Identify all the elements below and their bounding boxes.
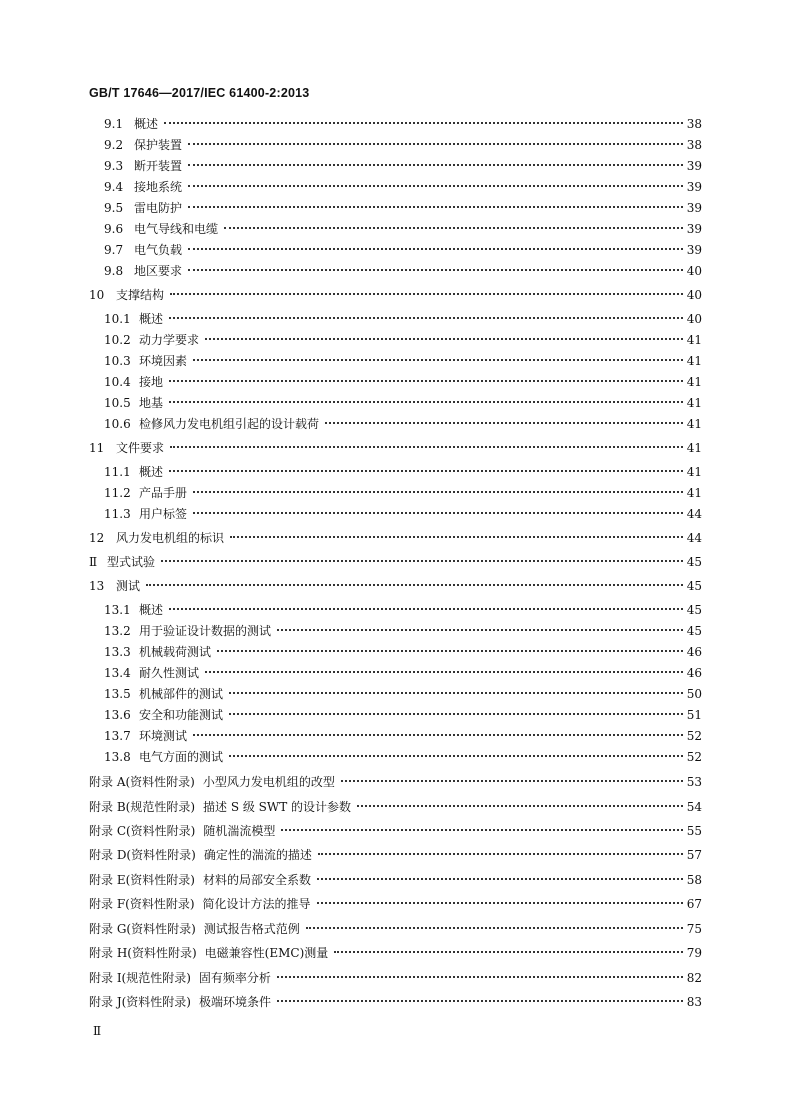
toc-entry-title: 机械部件的测试 <box>139 687 224 701</box>
toc-entry-page: 41 <box>686 396 702 410</box>
dot-leader <box>317 902 683 904</box>
toc-entry-number: 13.7 <box>104 729 131 743</box>
toc-entry-page: 52 <box>686 729 702 743</box>
toc-entry[interactable] <box>104 333 702 347</box>
toc-entry-number: 13.5 <box>104 687 131 701</box>
toc-entry-number: 11.3 <box>104 507 131 521</box>
toc-entry-title: 测试报告格式范例 <box>203 922 300 936</box>
toc-entry-page: 39 <box>686 201 702 215</box>
dot-leader <box>224 227 683 229</box>
toc-entry-number: 附录 I(规范性附录) <box>89 971 191 985</box>
toc-entry-title: 耐久性测试 <box>139 666 200 680</box>
toc-entry[interactable] <box>104 750 702 764</box>
dot-leader <box>169 401 683 403</box>
toc-entry[interactable] <box>104 507 702 521</box>
toc-entry[interactable] <box>89 775 702 789</box>
toc-entry[interactable] <box>104 180 702 194</box>
toc-entry[interactable] <box>104 354 702 368</box>
dot-leader <box>188 143 683 145</box>
dot-leader <box>161 560 683 562</box>
toc-entry-number: 13.2 <box>104 624 131 638</box>
toc-entry-title: 接地系统 <box>134 180 183 194</box>
toc-entry-title: 文件要求 <box>116 441 165 455</box>
toc-entry-page: 40 <box>686 264 702 278</box>
toc-entry-title: 简化设计方法的推导 <box>202 897 311 911</box>
toc-entry-number: 10.6 <box>104 417 131 431</box>
toc-entry-number: 13.4 <box>104 666 131 680</box>
toc-entry-title: 极端环境条件 <box>199 995 272 1009</box>
toc-entry-page: 41 <box>686 354 702 368</box>
toc-entry-title: 固有频率分析 <box>198 971 271 985</box>
toc-entry-number: 10.1 <box>104 312 131 326</box>
toc-entry[interactable] <box>104 312 702 326</box>
toc-entry[interactable] <box>104 687 702 701</box>
toc-entry-title: 支撑结构 <box>116 288 165 302</box>
toc-entry-number: 9.1 <box>104 117 124 131</box>
toc-entry-number: 附录 B(规范性附录) <box>89 800 195 814</box>
toc-entry-page: 45 <box>686 555 702 569</box>
dot-leader <box>193 512 683 514</box>
toc-entry-title: 电气导线和电缆 <box>134 222 219 236</box>
toc-entry-page: 39 <box>686 180 702 194</box>
toc-entry-number: Ⅱ <box>89 555 98 569</box>
toc-entry-title: 型式试验 <box>107 555 156 569</box>
toc-entry-page: 44 <box>686 531 702 545</box>
toc-entry[interactable] <box>89 848 702 862</box>
toc-entry[interactable] <box>89 800 702 814</box>
document-header: GB/T 17646—2017/IEC 61400-2:2013 <box>89 86 310 100</box>
toc-entry[interactable] <box>104 138 702 152</box>
toc-entry-title: 保护装置 <box>134 138 183 152</box>
toc-entry-number: 9.5 <box>104 201 124 215</box>
dot-leader <box>217 650 683 652</box>
dot-leader <box>277 1000 683 1002</box>
toc-entry-number: 11 <box>89 441 105 455</box>
dot-leader <box>277 629 683 631</box>
toc-entry-page: 75 <box>686 922 702 936</box>
toc-entry-number: 10 <box>89 288 105 302</box>
toc-entry[interactable] <box>104 117 702 131</box>
toc-entry[interactable] <box>89 873 702 887</box>
dot-leader <box>341 780 683 782</box>
toc-entry-page: 44 <box>686 507 702 521</box>
page-number: Ⅱ <box>93 1024 102 1038</box>
toc-entry-number: 10.2 <box>104 333 131 347</box>
toc-entry-number: 11.1 <box>104 465 131 479</box>
toc-entry[interactable] <box>104 417 702 431</box>
dot-leader <box>281 829 682 831</box>
dot-leader <box>169 380 683 382</box>
toc-entry-number: 附录 G(资料性附录) <box>89 922 196 936</box>
toc-entry[interactable] <box>104 645 702 659</box>
dot-leader <box>193 359 683 361</box>
toc-entry-page: 50 <box>686 687 702 701</box>
toc-entry[interactable] <box>104 375 702 389</box>
toc-entry[interactable] <box>104 396 702 410</box>
toc-entry-number: 附录 J(资料性附录) <box>89 995 191 1009</box>
toc-entry-title: 接地 <box>139 375 164 389</box>
toc-entry-page: 41 <box>686 465 702 479</box>
toc-entry[interactable] <box>104 465 702 479</box>
dot-leader <box>170 293 683 295</box>
toc-entry-title: 环境测试 <box>139 729 188 743</box>
dot-leader <box>205 671 683 673</box>
toc-entry[interactable] <box>104 624 702 638</box>
toc-entry-title: 电气方面的测试 <box>139 750 224 764</box>
toc-entry-page: 79 <box>686 946 702 960</box>
toc-entry-number: 11.2 <box>104 486 131 500</box>
toc-entry-page: 55 <box>686 824 702 838</box>
dot-leader <box>334 951 682 953</box>
toc-entry-title: 概述 <box>139 312 164 326</box>
toc-entry-number: 12 <box>89 531 105 545</box>
toc-entry-title: 电磁兼容性(EMC)测量 <box>204 946 329 960</box>
toc-entry[interactable] <box>89 441 702 455</box>
toc-entry-title: 描述 S 级 SWT 的设计参数 <box>203 800 352 814</box>
toc-entry-number: 附录 F(资料性附录) <box>89 897 195 911</box>
toc-entry-number: 13.6 <box>104 708 131 722</box>
toc-entry-page: 67 <box>686 897 702 911</box>
toc-entry[interactable] <box>104 159 702 173</box>
toc-entry-page: 38 <box>686 117 702 131</box>
dot-leader <box>205 338 683 340</box>
toc-entry-page: 52 <box>686 750 702 764</box>
dot-leader <box>169 317 683 319</box>
toc-entry-page: 46 <box>686 645 702 659</box>
toc-entry-title: 电气负载 <box>134 243 183 257</box>
dot-leader <box>230 536 683 538</box>
dot-leader <box>188 248 683 250</box>
toc-entry-title: 随机湍流模型 <box>203 824 276 838</box>
toc-entry-title: 概述 <box>134 117 159 131</box>
toc-entry-number: 9.8 <box>104 264 124 278</box>
toc-entry-number: 10.5 <box>104 396 131 410</box>
toc-entry-title: 安全和功能测试 <box>139 708 224 722</box>
toc-entry-title: 材料的局部安全系数 <box>202 873 311 887</box>
toc-entry-page: 40 <box>686 288 702 302</box>
toc-entry[interactable] <box>89 946 702 960</box>
dot-leader <box>169 608 683 610</box>
toc-entry[interactable] <box>89 531 702 545</box>
dot-leader <box>188 206 683 208</box>
toc-entry-number: 9.7 <box>104 243 124 257</box>
toc-entry-page: 58 <box>686 873 702 887</box>
toc-entry[interactable] <box>104 264 702 278</box>
toc-entry[interactable] <box>104 603 702 617</box>
dot-leader <box>169 470 683 472</box>
dot-leader <box>188 269 683 271</box>
dot-leader <box>325 422 683 424</box>
toc-entry-page: 45 <box>686 603 702 617</box>
toc-entry-number: 10.3 <box>104 354 131 368</box>
toc-entry-page: 82 <box>686 971 702 985</box>
dot-leader <box>317 878 683 880</box>
dot-leader <box>306 927 683 929</box>
toc-entry-page: 46 <box>686 666 702 680</box>
toc-entry-page: 53 <box>686 775 702 789</box>
toc-entry-page: 39 <box>686 159 702 173</box>
toc-entry-number: 附录 C(资料性附录) <box>89 824 196 838</box>
toc-entry-title: 检修风力发电机组引起的设计载荷 <box>139 417 320 431</box>
toc-entry-page: 40 <box>686 312 702 326</box>
toc-entry-number: 13.8 <box>104 750 131 764</box>
toc-entry-page: 51 <box>686 708 702 722</box>
toc-entry-number: 附录 A(资料性附录) <box>89 775 195 789</box>
toc-entry-number: 9.4 <box>104 180 124 194</box>
toc-entry-title: 用户标签 <box>139 507 188 521</box>
toc-entry-number: 附录 D(资料性附录) <box>89 848 196 862</box>
toc-entry[interactable] <box>89 922 702 936</box>
toc-entry[interactable] <box>89 897 702 911</box>
toc-entry-number: 附录 E(资料性附录) <box>89 873 195 887</box>
toc-entry-page: 57 <box>686 848 702 862</box>
toc-entry-title: 地区要求 <box>134 264 183 278</box>
toc-entry-title: 用于验证设计数据的测试 <box>139 624 272 638</box>
dot-leader <box>193 734 683 736</box>
toc-entry-number: 9.6 <box>104 222 124 236</box>
toc-entry-title: 确定性的湍流的描述 <box>203 848 312 862</box>
toc-entry[interactable] <box>104 486 702 500</box>
toc-entry-page: 41 <box>686 417 702 431</box>
toc-entry[interactable] <box>104 729 702 743</box>
toc-entry-number: 9.3 <box>104 159 124 173</box>
toc-entry-page: 41 <box>686 375 702 389</box>
toc-entry-title: 产品手册 <box>139 486 188 500</box>
dot-leader <box>229 692 683 694</box>
dot-leader <box>277 976 683 978</box>
toc-entry-page: 45 <box>686 579 702 593</box>
toc-entry[interactable] <box>89 971 702 985</box>
toc-entry[interactable] <box>89 824 702 838</box>
toc-entry-number: 13 <box>89 579 105 593</box>
toc-entry-page: 45 <box>686 624 702 638</box>
toc-entry-number: 9.2 <box>104 138 124 152</box>
toc-entry-title: 动力学要求 <box>139 333 200 347</box>
dot-leader <box>188 164 683 166</box>
dot-leader <box>193 491 683 493</box>
toc-entry[interactable] <box>104 666 702 680</box>
toc-entry[interactable] <box>89 995 702 1009</box>
toc-entry-number: 附录 H(资料性附录) <box>89 946 197 960</box>
toc-entry-title: 小型风力发电机组的改型 <box>202 775 335 789</box>
dot-leader <box>229 755 683 757</box>
toc-entry-page: 41 <box>686 441 702 455</box>
toc-entry-page: 38 <box>686 138 702 152</box>
dot-leader <box>164 122 683 124</box>
toc-entry-number: 13.1 <box>104 603 131 617</box>
toc-entry-title: 雷电防护 <box>134 201 183 215</box>
toc-entry-number: 13.3 <box>104 645 131 659</box>
toc-entry-page: 54 <box>686 800 702 814</box>
dot-leader <box>188 185 683 187</box>
toc-entry-title: 风力发电机组的标识 <box>116 531 225 545</box>
toc-entry-title: 环境因素 <box>139 354 188 368</box>
toc-entry-title: 地基 <box>139 396 164 410</box>
toc-entry-title: 断开装置 <box>134 159 183 173</box>
dot-leader <box>146 584 683 586</box>
toc-entry-page: 39 <box>686 243 702 257</box>
toc-entry[interactable] <box>89 579 702 593</box>
toc-entry[interactable] <box>104 201 702 215</box>
toc-entry-page: 83 <box>686 995 702 1009</box>
toc-entry[interactable] <box>89 555 702 569</box>
toc-entry-page: 39 <box>686 222 702 236</box>
toc-entry-page: 41 <box>686 333 702 347</box>
dot-leader <box>170 446 683 448</box>
dot-leader <box>318 853 683 855</box>
dot-leader <box>229 713 683 715</box>
toc-entry-title: 概述 <box>139 465 164 479</box>
toc-entry-title: 概述 <box>139 603 164 617</box>
toc-entry-number: 10.4 <box>104 375 131 389</box>
toc-entry-title: 机械载荷测试 <box>139 645 212 659</box>
toc-entry-page: 41 <box>686 486 702 500</box>
toc-entry[interactable] <box>89 288 702 302</box>
toc-entry[interactable] <box>104 708 702 722</box>
toc-entry-title: 测试 <box>116 579 141 593</box>
dot-leader <box>357 805 683 807</box>
toc-entry[interactable] <box>104 222 702 236</box>
toc-entry[interactable] <box>104 243 702 257</box>
